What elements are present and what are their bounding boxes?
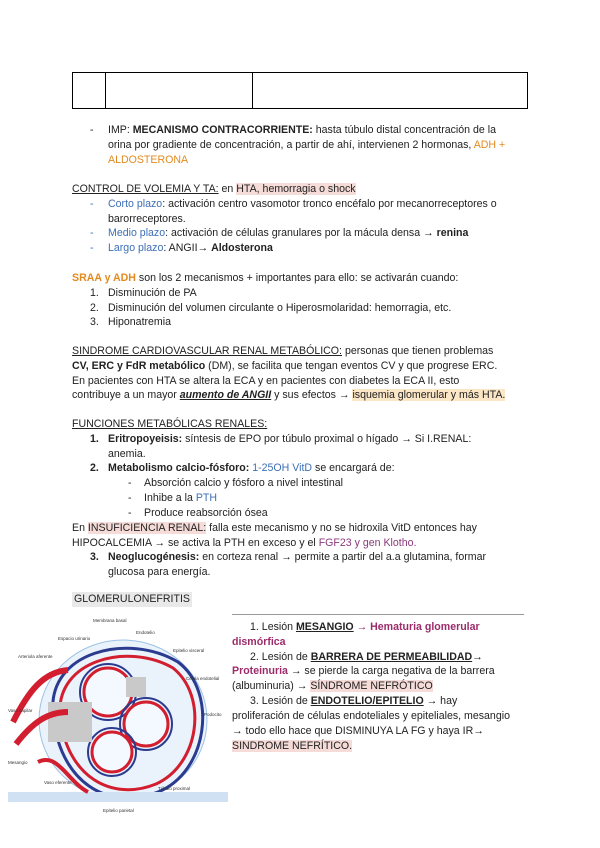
header-table	[72, 72, 528, 109]
capillary-loop	[124, 702, 168, 746]
tubule	[8, 792, 228, 802]
mesangium	[48, 702, 92, 742]
diagram-label: Arteriola aferente	[18, 654, 53, 659]
diagram-label: Endotelio	[136, 630, 155, 635]
mesangium	[126, 677, 146, 697]
sindrome-block: SINDROME CARDIOVASCULAR RENAL METABÓLICO: personas que tienen problemas CV, ERC y FdR metabólico (DM), se facilita que tengan eventos CV y que progrese ERC. En pacientes con HTA se altera la ECA y en pacientes con diabetes la ECA II, esto contribuye a un mayor aumento de ANGII y sus efectos → isquemia glomerular y más HTA.	[72, 345, 506, 402]
diagram-label: Epitelio visceral	[173, 648, 205, 653]
capillary-loop	[92, 732, 132, 772]
diagram-label: Célula endotelial	[186, 676, 220, 681]
diagram-label: Mesangio	[8, 760, 28, 765]
table-cell	[253, 73, 528, 109]
funciones-block: FUNCIONES METABÓLICAS RENALES: 1. Eritropoyeisis: síntesis de EPO por túbulo proximal o hígado → Si I.RENAL: anemia. 2. Metabolismo calcio-fósforo: 1-25OH VitD se encargará de: - Absorción calcio y fósforo a nivel intestinal - Inhibe a la PTH - Produce reabsorción ósea En INSUFICIENCIA RENAL: falla este mecanismo y no se hidroxila VitD entonces hay HIPOCALCEMIA → se activa la PTH en exceso y el FGF23 y gen Klotho. 3. Neoglucogénesis: en corteza renal → permite a partir del a.a glutamina, formar glucosa para energía.	[72, 418, 487, 579]
glomerulus-diagram	[8, 612, 230, 826]
volemia-heading: CONTROL DE VOLEMIA Y TA:	[72, 183, 219, 195]
diagram-label: Podocito	[204, 712, 222, 717]
table-cell	[106, 73, 253, 109]
diagram-label: Membrana basal	[93, 618, 127, 623]
diagram-label: Vaso capilar	[8, 708, 33, 713]
diagram-label: Epitelio parietal	[103, 808, 134, 813]
glomerulo-heading: GLOMERULONEFRITIS	[74, 593, 190, 605]
diagram-label: Túbulo proximal	[158, 786, 191, 791]
divider	[232, 614, 524, 615]
diagram-label: Vaso eferente	[44, 780, 72, 785]
sraa-block: SRAA y ADH son los 2 mecanismos + importantes para ello: se activarán cuando: 1. Disminución de PA 2. Disminución del volumen circulante o Hiperosmolaridad: hemorragia, etc. 3. Hiponatremia	[72, 272, 459, 329]
diagram-label: Espacio urinario	[58, 636, 91, 641]
imp-block: - IMP: MECANISMO CONTRACORRIENTE: hasta túbulo distal concentración de la orina por gradiente de concentración, a partir de ahí, intervienen 2 hormonas, ADH + ALDOSTERONA	[90, 124, 506, 166]
table-cell	[73, 73, 106, 109]
volemia-block: CONTROL DE VOLEMIA Y TA: en HTA, hemorragia o shock - Corto plazo: activación centro vasomotor tronco encéfalo por mecanorreceptores o barorreceptores. - Medio plazo: activación de células granulares por la mácula densa → renina - Largo plazo: ANGII→ Aldosterona	[72, 183, 497, 255]
glomerulo-list: 1. Lesión MESANGIO → Hematuria glomerular dismórfica 2. Lesión de BARRERA DE PERMEABILIDAD→ Proteinuria → se pierde la carga negativa de la barrera (albuminuria) → SÍNDROME NEFRÓTICO 3. Lesión de ENDOTELIO/EPITELIO → hay proliferación de células endoteliales y epiteliales, mesangio → todo ello hace que DISMINUYA LA FG y haya IR→ SINDROME NEFRÍTICO.	[232, 621, 510, 752]
